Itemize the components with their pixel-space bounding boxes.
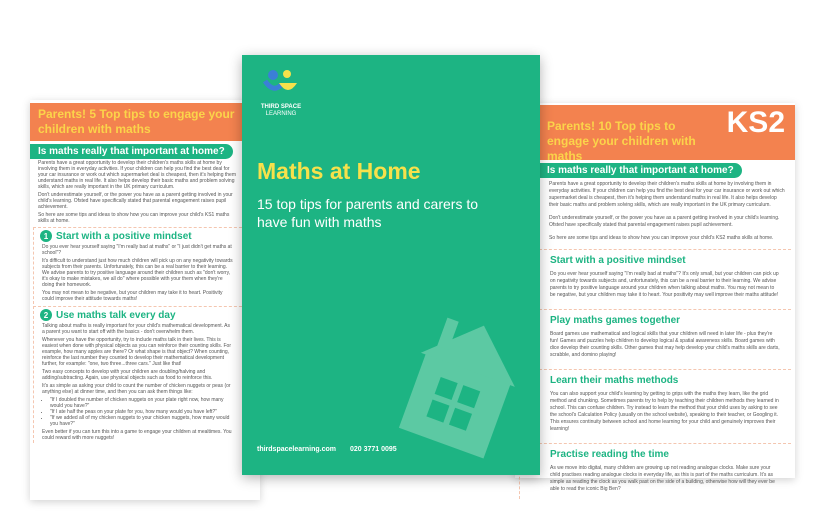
- tip-title: Learn their maths methods: [550, 375, 679, 386]
- maths-at-home-cover: [242, 55, 540, 475]
- cover-footer: [257, 446, 397, 453]
- third-space-learning-logo: [256, 67, 306, 118]
- tip-number: 2: [40, 309, 52, 321]
- cover-subtitle: 15 top tips for parents and carers to have fun with maths: [257, 196, 479, 230]
- tip-number: 1: [40, 230, 52, 242]
- paragraph: Talking about maths is really important for your child's mathematical development. As a parent you want to start off with the basics - don't overwhelm them.: [42, 323, 230, 335]
- section-heading: Is maths really that important at home?: [515, 163, 742, 178]
- tip-box: [519, 309, 791, 365]
- paragraph: Two easy concepts to develop with your children are doubling/halving and adding/subtracting. Again, use physical objects such as food to reinforce this.: [42, 369, 213, 381]
- bullet: • "If I doubled the number of chicken nuggets on your plate right now, how many would you have?": [50, 397, 233, 409]
- bullet: • "If I ate half the peas on your plate for you, how many would you have left?": [50, 409, 233, 415]
- document-header: [30, 103, 260, 141]
- paragraph: Don't underestimate yourself, or the power you have as a parent getting involved in your child's learning. Ofsted have specifically stated that parental engagement raises pupil achievement.: [549, 215, 780, 228]
- bullet: • "If we added all of my chicken nuggets to your chicken nuggets, how many would you have?": [50, 415, 233, 427]
- ks1-tips-document: [30, 100, 260, 500]
- bullet-list: [34, 396, 257, 428]
- tip-title: Practise reading the time: [550, 449, 669, 460]
- paragraph: Do you ever hear yourself saying "I'm really bad at maths"? It's only small, but your children can pick up on negativity towards subjects and, unfortunately, this can be a real barrier to their learning. We advise parents to try positive language around your children when talking about maths. You may not mean to be negative, but your children may take it to heart. Your positivity may well improve their maths attitude!: [550, 271, 779, 298]
- paragraph: Parents have a great opportunity to develop their children's maths skills at home by involving them in everyday activities. If your children can help you find the best deal for your car insurance or work out which supermarket deal is cheapest, then it's helping them understand maths in real life. It also helps develop their basic maths and problem solving skills, which are really important in the UK primary curriculum.: [38, 160, 236, 190]
- tip-title: Start with a positive mindset: [56, 230, 192, 242]
- tip-title: Use maths talk every day: [56, 309, 176, 321]
- paragraph: It's as simple as asking your child to count the number of chicken nuggets or peas (or anything else) at dinner time, and then you can ask them things like:: [42, 383, 231, 395]
- phone-number: 020 3771 0095: [349, 446, 397, 453]
- paragraph: You may not mean to be negative, but your children may take it to heart. Positivity could improve their attitude towards maths!: [42, 290, 223, 302]
- logo-icon: [261, 67, 301, 99]
- tip-box: [519, 249, 791, 305]
- paragraph: You can also support your child's learning by getting to grips with the maths they learn, like the grid method and chunking. Sometimes parents try to help by teaching their children methods they learned in school. This can confuse children. Try instead to learn the method that your child uses by asking to see the school's Calculation Policy (usually on the school website), speaking to their teacher, or Googling it. This ensures continuity between school and home learning for your child and genuinely improves their learning!: [550, 391, 779, 432]
- tip-title: Start with a positive mindset: [550, 255, 686, 266]
- paragraph: Don't underestimate yourself, or the power you have as a parent getting involved in your child's learning. Ofsted have specifically stated that parental engagement raises pupil achievement.: [38, 192, 233, 210]
- document-header: [515, 105, 795, 163]
- ks2-badge: KS2: [726, 106, 785, 139]
- document-title: Parents! 5 Top tips to engage your children with maths: [38, 107, 235, 136]
- paragraph: Parents have a great opportunity to develop their children's maths skills at home by involving them in everyday activities. If your children can help you find the best deal for your car insurance or work out which supermarket deal is cheapest, then it's helping them understand maths in real life. It also helps develop their basic maths and problem solving skills, which are really important in the UK primary curriculum.: [549, 181, 785, 208]
- tip-box: [33, 306, 257, 443]
- ks2-tips-document: [515, 103, 795, 492]
- paragraph: Whenever you have the opportunity, try to include maths talk in their lives. This is easiest when done with physical objects as you can reinforce their counting skills. For example, how many apples are there? Or what shape is that object? When counting, reinforce the last number they counted to develop their mathematical development further, for example: "one, two three...three cars." Just like that!: [42, 337, 231, 367]
- house-icon: [377, 305, 537, 455]
- tip-box: [33, 227, 257, 304]
- cover-title: Maths at Home: [257, 158, 421, 184]
- paragraph: It's difficult to understand just how much children will pick up on any negativity towards subjects from their parents. Unfortunately, this can be a real barrier to their learning. We advise parents to try positive language around their children such as "don't worry, it's okay to make mistakes, we all do" where possible with your them when they're doing their homework.: [42, 258, 233, 288]
- website-link[interactable]: thirdspacelearning.com: [257, 446, 336, 453]
- paragraph: Even better if you can turn this into a game to engage your children at mealtimes. You could reward with more nuggets!: [42, 429, 232, 441]
- paragraph: So here are some tips and ideas to show how you can improve your child's KS1 maths skills at home.: [38, 212, 230, 224]
- document-title: Parents! 10 Top tips to engage your children with maths: [547, 119, 696, 163]
- tip-title: Play maths games together: [550, 315, 681, 326]
- paragraph: So here are some tips and ideas to show how you can improve your child's KS2 maths skills at home.: [549, 235, 774, 241]
- paragraph: Board games use mathematical and logical skills that your children will need in later life - plus they're fun! Games and puzzles help children to develop logical & spatial awareness skills. Board games with dice develop their counting skills. Other games that may help develop your child's maths skills are darts, scrabble, and domino playing!: [550, 331, 780, 358]
- logo-subtext: LEARNING: [265, 111, 297, 117]
- logo-text: THIRD SPACE: [260, 104, 302, 110]
- paragraph: As we move into digital, many children are growing up not reading analogue clocks. Make sure your child practises reading analogue clocks in everyday life, as this is part of the maths curriculum. It's as simple as reading the clock as you walk past on the side of a building, otherwise how will they ever be able to read the iconic Big Ben?: [550, 465, 775, 492]
- tip-box: [519, 369, 791, 439]
- section-heading: Is maths really that important at home?: [30, 144, 233, 159]
- tip-box: [519, 443, 791, 499]
- paragraph: Do you ever hear yourself saying "I'm really bad at maths" or "I just didn't get maths at school"?: [42, 244, 232, 256]
